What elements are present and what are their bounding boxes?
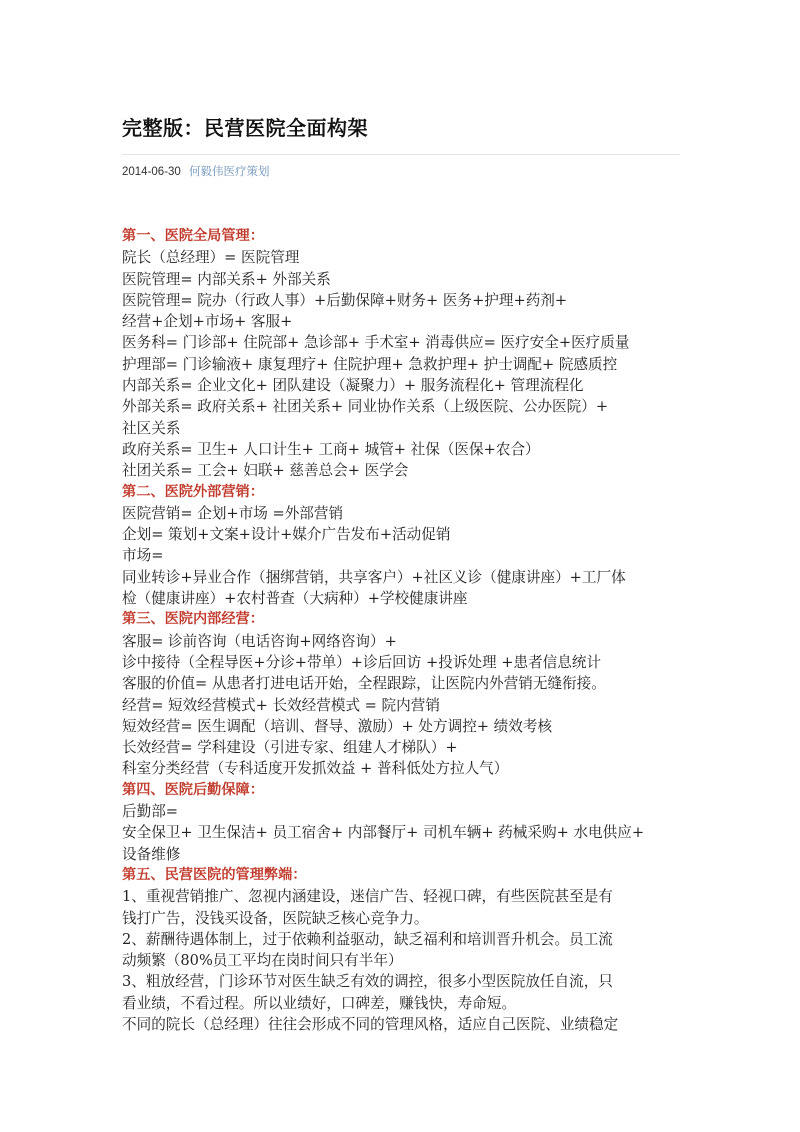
text-line: 诊中接待（全程导医+分诊+带单）+诊后回访 +投诉处理 +患者信息统计	[122, 653, 602, 671]
text-line: 1、重视营销推广、忽视内涵建设，迷信广告、轻视口碑，有些医院甚至是有	[122, 888, 613, 906]
text-line: 长效经营= 学科建设（引进专家、组建人才梯队）+	[122, 739, 458, 757]
text-line: 院长（总经理）= 医院管理	[122, 249, 300, 267]
text-line: 客服= 诊前咨询（电话咨询+网络咨询）+	[122, 632, 397, 650]
text-line: 企划= 策划+文案+设计+媒介广告发布+活动促销	[122, 526, 451, 544]
text-line: 看业绩，不看过程。所以业绩好，口碑差，赚钱快，寿命短。	[122, 994, 517, 1012]
text-line: 设备维修	[122, 845, 181, 863]
text-line: 医务科= 门诊部+ 住院部+ 急诊部+ 手术室+ 消毒供应= 医疗安全+医疗质量	[122, 334, 630, 352]
text-line: 客服的价值= 从患者打进电话开始，全程跟踪，让医院内外营销无缝衔接。	[122, 675, 606, 693]
title-divider	[122, 154, 680, 155]
text-line: 医院管理= 内部关系+ 外部关系	[122, 270, 331, 288]
text-line: 动频繁（80%员工平均在岗时间只有半年）	[122, 952, 403, 970]
text-line: 医院营销= 企划+市场 =外部营销	[122, 504, 344, 522]
text-line: 2、薪酬待遇体制上，过于依赖利益驱动，缺乏福利和培训晋升机会。员工流	[122, 930, 613, 948]
text-line: 经营= 短效经营模式+ 长效经营模式 = 院内营销	[122, 696, 440, 714]
text-line: 社区关系	[122, 419, 181, 437]
text-line: 经营+企划+市场+ 客服+	[122, 313, 293, 331]
text-line: 3、粗放经营，门诊环节对医生缺乏有效的调控，很多小型医院放任自流，只	[122, 973, 613, 991]
section-heading: 第二、医院外部营销：	[122, 483, 264, 500]
text-line: 市场=	[122, 547, 164, 565]
section-heading: 第一、医院全局管理：	[122, 228, 264, 244]
text-line: 政府关系= 卫生+ 人口计生+ 工商+ 城管+ 社保（医保+农合）	[122, 440, 540, 458]
section-heading: 第五、民营医院的管理弊端：	[122, 866, 307, 883]
section-heading: 第四、医院后勤保障：	[122, 781, 264, 798]
text-line: 护理部= 门诊输液+ 康复理疗+ 住院护理+ 急救护理+ 护士调配+ 院感质控	[122, 355, 618, 373]
text-line: 社团关系= 工会+ 妇联+ 慈善总会+ 医学会	[122, 462, 409, 480]
author-link[interactable]: 何毅伟医疗策划	[189, 166, 270, 178]
text-line: 钱打广告，没钱买设备，医院缺乏核心竞争力。	[122, 909, 429, 927]
text-line: 医院管理= 院办（行政人事）+后勤保障+财务+ 医务+护理+药剂+	[122, 291, 568, 309]
text-line: 内部关系= 企业文化+ 团队建设（凝聚力）+ 服务流程化+ 管理流程化	[122, 377, 584, 395]
text-line: 安全保卫+ 卫生保洁+ 员工宿舍+ 内部餐厅+ 司机车辆+ 药械采购+ 水电供应+	[122, 824, 645, 842]
section-heading: 第三、医院内部经营：	[122, 611, 264, 628]
text-line: 短效经营= 医生调配（培训、督导、激励）+ 处方调控+ 绩效考核	[122, 717, 553, 735]
text-line: 后勤部=	[122, 803, 179, 821]
page-title: 完整版：民营医院全面构架	[122, 116, 368, 140]
text-line: 科室分类经营（专科适度开发抓效益 + 普科低处方拉人气）	[122, 760, 509, 778]
text-line: 外部关系= 政府关系+ 社团关系+ 同业协作关系（上级医院、公办医院）+	[122, 398, 609, 416]
publish-date: 2014-06-30	[122, 166, 181, 178]
text-line: 检（健康讲座）+农村普查（大病种）+学校健康讲座	[122, 590, 468, 608]
article-meta	[122, 163, 270, 179]
article-body	[122, 226, 682, 1035]
text-line: 同业转诊+异业合作（捆绑营销，共享客户）+社区义诊（健康讲座）+工厂体	[122, 568, 626, 586]
text-line: 不同的院长（总经理）往往会形成不同的管理风格，适应自己医院、业绩稳定	[122, 1015, 619, 1033]
